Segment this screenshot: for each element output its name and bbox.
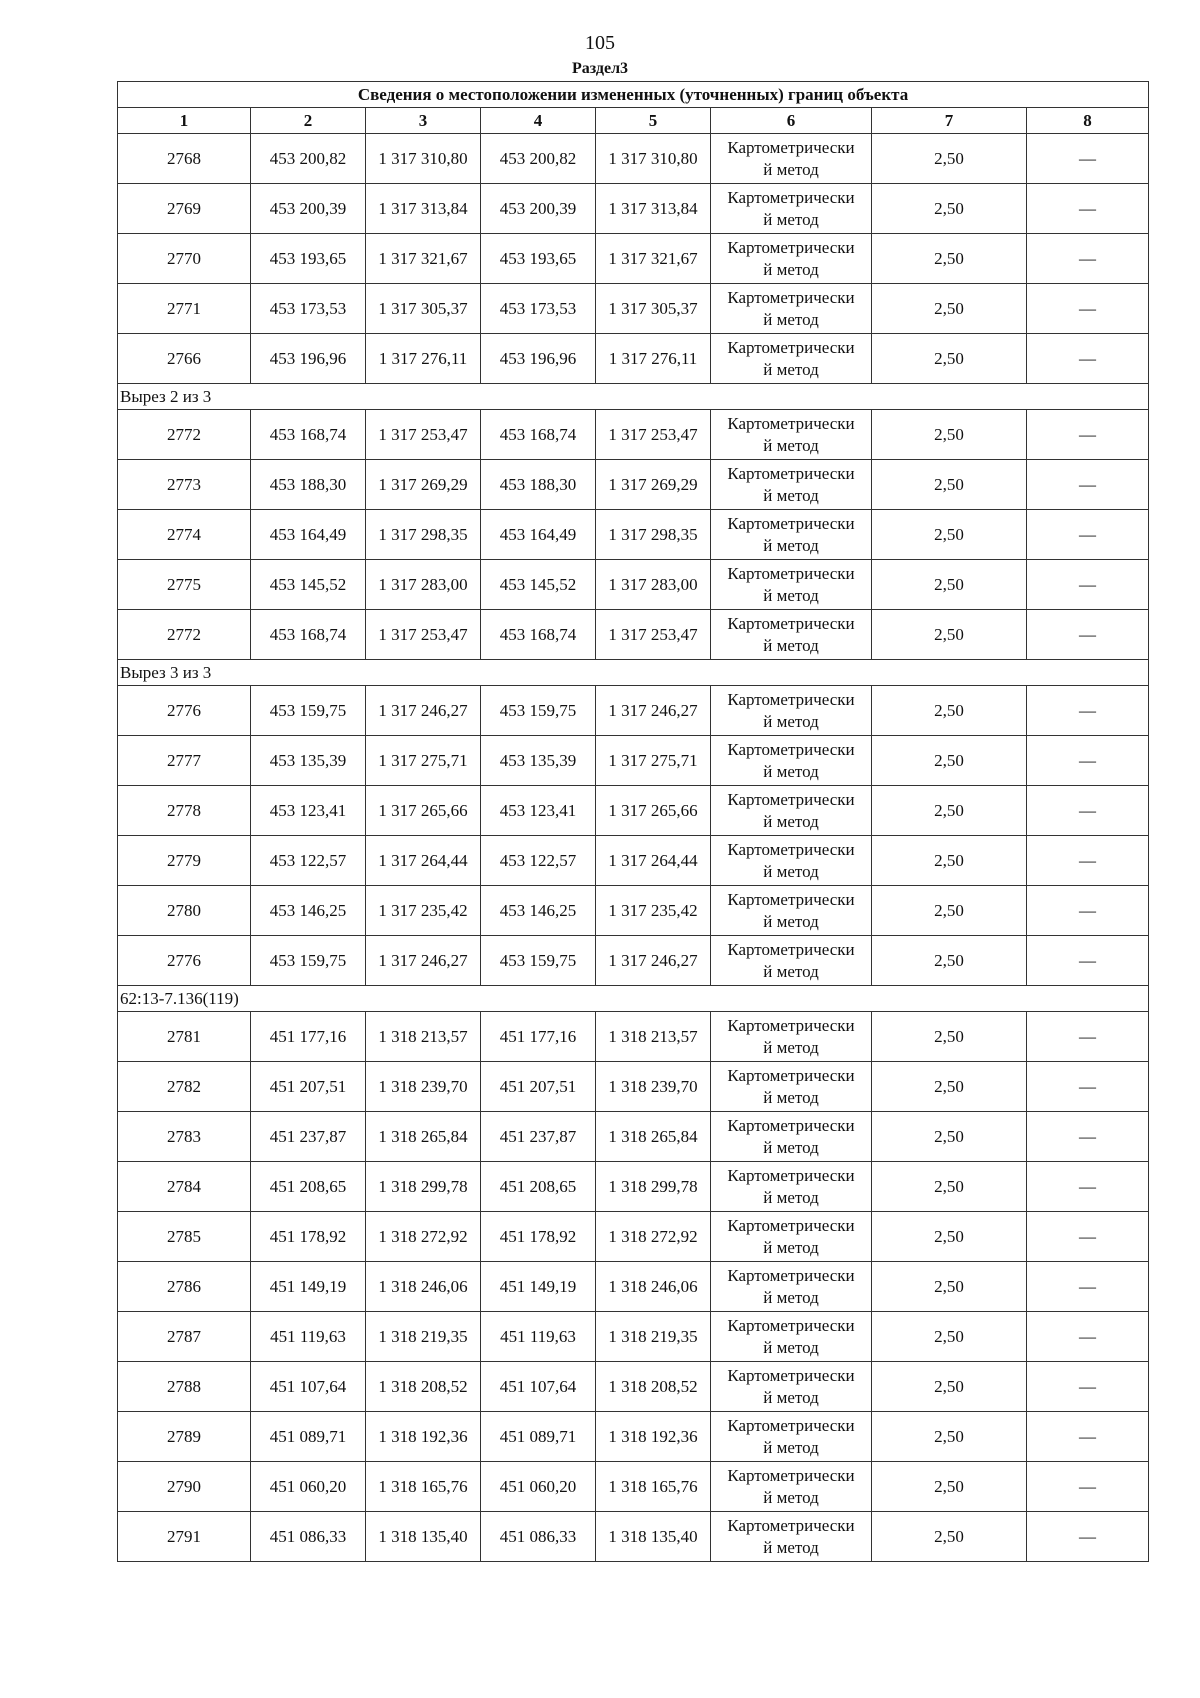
y-new-cell: 1 317 305,37 <box>596 284 711 334</box>
table-row <box>118 1312 1149 1362</box>
y-new-cell: 1 317 269,29 <box>596 460 711 510</box>
y-old-cell: 1 318 239,70 <box>366 1062 481 1112</box>
point-number-cell: 2784 <box>118 1162 251 1212</box>
table-row <box>118 184 1149 234</box>
x-new-cell: 453 200,39 <box>481 184 596 234</box>
table-row <box>118 1512 1149 1562</box>
y-old-cell: 1 317 298,35 <box>366 510 481 560</box>
table-row <box>118 1162 1149 1212</box>
description-cell: — <box>1027 334 1149 384</box>
x-new-cell: 453 173,53 <box>481 284 596 334</box>
x-old-cell: 451 089,71 <box>251 1412 366 1462</box>
x-old-cell: 451 208,65 <box>251 1162 366 1212</box>
y-new-cell: 1 317 283,00 <box>596 560 711 610</box>
y-old-cell: 1 318 165,76 <box>366 1462 481 1512</box>
accuracy-cell: 2,50 <box>872 184 1027 234</box>
accuracy-cell: 2,50 <box>872 1112 1027 1162</box>
accuracy-cell: 2,50 <box>872 1462 1027 1512</box>
point-number-cell: 2780 <box>118 886 251 936</box>
accuracy-cell: 2,50 <box>872 1012 1027 1062</box>
accuracy-cell: 2,50 <box>872 234 1027 284</box>
y-new-cell: 1 318 135,40 <box>596 1512 711 1562</box>
point-number-cell: 2790 <box>118 1462 251 1512</box>
y-old-cell: 1 317 269,29 <box>366 460 481 510</box>
point-number-cell: 2782 <box>118 1062 251 1112</box>
x-new-cell: 453 188,30 <box>481 460 596 510</box>
point-number-cell: 2788 <box>118 1362 251 1412</box>
y-old-cell: 1 318 135,40 <box>366 1512 481 1562</box>
x-new-cell: 453 122,57 <box>481 836 596 886</box>
method-cell: Картометрически й метод <box>711 460 872 510</box>
accuracy-cell: 2,50 <box>872 1312 1027 1362</box>
y-new-cell: 1 318 208,52 <box>596 1362 711 1412</box>
table-row <box>118 886 1149 936</box>
x-new-cell: 453 159,75 <box>481 936 596 986</box>
column-number: 7 <box>872 108 1027 134</box>
y-old-cell: 1 317 305,37 <box>366 284 481 334</box>
y-new-cell: 1 318 246,06 <box>596 1262 711 1312</box>
method-cell: Картометрически й метод <box>711 936 872 986</box>
x-old-cell: 453 200,39 <box>251 184 366 234</box>
y-new-cell: 1 317 313,84 <box>596 184 711 234</box>
point-number-cell: 2775 <box>118 560 251 610</box>
column-number: 8 <box>1027 108 1149 134</box>
description-cell: — <box>1027 234 1149 284</box>
x-new-cell: 453 135,39 <box>481 736 596 786</box>
column-number: 2 <box>251 108 366 134</box>
table-row <box>118 284 1149 334</box>
table-row <box>118 736 1149 786</box>
method-cell: Картометрически й метод <box>711 510 872 560</box>
y-old-cell: 1 317 246,27 <box>366 936 481 986</box>
method-cell: Картометрически й метод <box>711 134 872 184</box>
method-cell: Картометрически й метод <box>711 1312 872 1362</box>
x-old-cell: 451 086,33 <box>251 1512 366 1562</box>
point-number-cell: 2781 <box>118 1012 251 1062</box>
y-old-cell: 1 318 246,06 <box>366 1262 481 1312</box>
description-cell: — <box>1027 284 1149 334</box>
boundary-coordinates-table <box>117 81 1149 1562</box>
accuracy-cell: 2,50 <box>872 1162 1027 1212</box>
y-old-cell: 1 317 235,42 <box>366 886 481 936</box>
table-body <box>118 134 1149 1562</box>
x-new-cell: 453 145,52 <box>481 560 596 610</box>
point-number-cell: 2772 <box>118 610 251 660</box>
accuracy-cell: 2,50 <box>872 786 1027 836</box>
x-new-cell: 451 107,64 <box>481 1362 596 1412</box>
table-row <box>118 1262 1149 1312</box>
x-new-cell: 453 168,74 <box>481 610 596 660</box>
y-old-cell: 1 317 246,27 <box>366 686 481 736</box>
y-old-cell: 1 317 321,67 <box>366 234 481 284</box>
accuracy-cell: 2,50 <box>872 284 1027 334</box>
x-new-cell: 451 207,51 <box>481 1062 596 1112</box>
y-old-cell: 1 318 272,92 <box>366 1212 481 1262</box>
y-old-cell: 1 318 192,36 <box>366 1412 481 1462</box>
group-header-row <box>118 384 1149 410</box>
x-old-cell: 451 060,20 <box>251 1462 366 1512</box>
y-old-cell: 1 317 264,44 <box>366 836 481 886</box>
method-cell: Картометрически й метод <box>711 610 872 660</box>
description-cell: — <box>1027 1012 1149 1062</box>
x-new-cell: 453 196,96 <box>481 334 596 384</box>
point-number-cell: 2774 <box>118 510 251 560</box>
point-number-cell: 2772 <box>118 410 251 460</box>
column-number-row <box>118 108 1149 134</box>
x-new-cell: 451 178,92 <box>481 1212 596 1262</box>
point-number-cell: 2776 <box>118 686 251 736</box>
method-cell: Картометрически й метод <box>711 1162 872 1212</box>
y-old-cell: 1 317 253,47 <box>366 610 481 660</box>
method-cell: Картометрически й метод <box>711 1212 872 1262</box>
accuracy-cell: 2,50 <box>872 410 1027 460</box>
y-new-cell: 1 317 310,80 <box>596 134 711 184</box>
method-cell: Картометрически й метод <box>711 284 872 334</box>
x-new-cell: 453 164,49 <box>481 510 596 560</box>
x-new-cell: 451 237,87 <box>481 1112 596 1162</box>
point-number-cell: 2771 <box>118 284 251 334</box>
x-new-cell: 451 177,16 <box>481 1012 596 1062</box>
description-cell: — <box>1027 686 1149 736</box>
x-old-cell: 451 149,19 <box>251 1262 366 1312</box>
accuracy-cell: 2,50 <box>872 460 1027 510</box>
y-old-cell: 1 317 283,00 <box>366 560 481 610</box>
x-old-cell: 451 237,87 <box>251 1112 366 1162</box>
accuracy-cell: 2,50 <box>872 334 1027 384</box>
table-row <box>118 1012 1149 1062</box>
x-new-cell: 453 159,75 <box>481 686 596 736</box>
x-old-cell: 453 193,65 <box>251 234 366 284</box>
x-old-cell: 453 173,53 <box>251 284 366 334</box>
x-old-cell: 453 200,82 <box>251 134 366 184</box>
y-old-cell: 1 318 299,78 <box>366 1162 481 1212</box>
table-row <box>118 836 1149 886</box>
y-new-cell: 1 317 275,71 <box>596 736 711 786</box>
point-number-cell: 2786 <box>118 1262 251 1312</box>
method-cell: Картометрически й метод <box>711 1412 872 1462</box>
x-old-cell: 453 188,30 <box>251 460 366 510</box>
point-number-cell: 2783 <box>118 1112 251 1162</box>
description-cell: — <box>1027 1462 1149 1512</box>
x-new-cell: 451 089,71 <box>481 1412 596 1462</box>
point-number-cell: 2768 <box>118 134 251 184</box>
y-new-cell: 1 318 165,76 <box>596 1462 711 1512</box>
y-old-cell: 1 318 208,52 <box>366 1362 481 1412</box>
y-new-cell: 1 318 192,36 <box>596 1412 711 1462</box>
x-old-cell: 453 164,49 <box>251 510 366 560</box>
accuracy-cell: 2,50 <box>872 510 1027 560</box>
x-old-cell: 451 207,51 <box>251 1062 366 1112</box>
table-row <box>118 410 1149 460</box>
y-new-cell: 1 317 276,11 <box>596 334 711 384</box>
y-new-cell: 1 318 272,92 <box>596 1212 711 1262</box>
section-title: Раздел3 <box>571 60 629 77</box>
accuracy-cell: 2,50 <box>872 936 1027 986</box>
point-number-cell: 2791 <box>118 1512 251 1562</box>
y-old-cell: 1 318 265,84 <box>366 1112 481 1162</box>
method-cell: Картометрически й метод <box>711 1112 872 1162</box>
group-header-row <box>118 986 1149 1012</box>
method-cell: Картометрически й метод <box>711 1462 872 1512</box>
point-number-cell: 2778 <box>118 786 251 836</box>
y-old-cell: 1 317 313,84 <box>366 184 481 234</box>
x-new-cell: 451 119,63 <box>481 1312 596 1362</box>
x-new-cell: 451 086,33 <box>481 1512 596 1562</box>
description-cell: — <box>1027 786 1149 836</box>
accuracy-cell: 2,50 <box>872 1512 1027 1562</box>
point-number-cell: 2776 <box>118 936 251 986</box>
x-new-cell: 451 208,65 <box>481 1162 596 1212</box>
y-old-cell: 1 318 213,57 <box>366 1012 481 1062</box>
y-old-cell: 1 317 275,71 <box>366 736 481 786</box>
column-number: 4 <box>481 108 596 134</box>
method-cell: Картометрически й метод <box>711 886 872 936</box>
table-row <box>118 560 1149 610</box>
y-new-cell: 1 318 219,35 <box>596 1312 711 1362</box>
description-cell: — <box>1027 1262 1149 1312</box>
x-old-cell: 453 145,52 <box>251 560 366 610</box>
column-number: 5 <box>596 108 711 134</box>
x-new-cell: 451 060,20 <box>481 1462 596 1512</box>
column-number: 6 <box>711 108 872 134</box>
point-number-cell: 2773 <box>118 460 251 510</box>
y-new-cell: 1 317 264,44 <box>596 836 711 886</box>
description-cell: — <box>1027 410 1149 460</box>
method-cell: Картометрически й метод <box>711 334 872 384</box>
accuracy-cell: 2,50 <box>872 134 1027 184</box>
x-old-cell: 451 119,63 <box>251 1312 366 1362</box>
method-cell: Картометрически й метод <box>711 1262 872 1312</box>
point-number-cell: 2787 <box>118 1312 251 1362</box>
y-new-cell: 1 317 265,66 <box>596 786 711 836</box>
y-new-cell: 1 317 321,67 <box>596 234 711 284</box>
column-number: 1 <box>118 108 251 134</box>
method-cell: Картометрически й метод <box>711 1362 872 1412</box>
description-cell: — <box>1027 134 1149 184</box>
description-cell: — <box>1027 1312 1149 1362</box>
group-header-row <box>118 660 1149 686</box>
accuracy-cell: 2,50 <box>872 1412 1027 1462</box>
x-old-cell: 453 168,74 <box>251 410 366 460</box>
x-old-cell: 453 196,96 <box>251 334 366 384</box>
table-row <box>118 460 1149 510</box>
table-row <box>118 1412 1149 1462</box>
description-cell: — <box>1027 1412 1149 1462</box>
method-cell: Картометрически й метод <box>711 1012 872 1062</box>
description-cell: — <box>1027 184 1149 234</box>
x-old-cell: 453 122,57 <box>251 836 366 886</box>
accuracy-cell: 2,50 <box>872 560 1027 610</box>
point-number-cell: 2789 <box>118 1412 251 1462</box>
group-label: Вырез 3 из 3 <box>118 660 1149 686</box>
y-old-cell: 1 317 310,80 <box>366 134 481 184</box>
x-old-cell: 451 107,64 <box>251 1362 366 1412</box>
y-new-cell: 1 317 246,27 <box>596 686 711 736</box>
description-cell: — <box>1027 460 1149 510</box>
description-cell: — <box>1027 1162 1149 1212</box>
y-old-cell: 1 317 265,66 <box>366 786 481 836</box>
method-cell: Картометрически й метод <box>711 836 872 886</box>
point-number-cell: 2777 <box>118 736 251 786</box>
description-cell: — <box>1027 610 1149 660</box>
method-cell: Картометрически й метод <box>711 184 872 234</box>
y-new-cell: 1 317 298,35 <box>596 510 711 560</box>
x-new-cell: 451 149,19 <box>481 1262 596 1312</box>
x-new-cell: 453 168,74 <box>481 410 596 460</box>
accuracy-cell: 2,50 <box>872 736 1027 786</box>
table-title: Сведения о местоположении измененных (уточненных) границ объекта <box>118 82 1149 108</box>
description-cell: — <box>1027 1512 1149 1562</box>
y-old-cell: 1 317 276,11 <box>366 334 481 384</box>
description-cell: — <box>1027 560 1149 610</box>
table-row <box>118 134 1149 184</box>
description-cell: — <box>1027 1062 1149 1112</box>
group-label: Вырез 2 из 3 <box>118 384 1149 410</box>
x-old-cell: 453 146,25 <box>251 886 366 936</box>
x-old-cell: 453 123,41 <box>251 786 366 836</box>
table-row <box>118 1112 1149 1162</box>
y-new-cell: 1 318 299,78 <box>596 1162 711 1212</box>
method-cell: Картометрически й метод <box>711 1512 872 1562</box>
x-old-cell: 451 178,92 <box>251 1212 366 1262</box>
table-row <box>118 1062 1149 1112</box>
x-old-cell: 453 159,75 <box>251 936 366 986</box>
table-row <box>118 334 1149 384</box>
x-new-cell: 453 193,65 <box>481 234 596 284</box>
page-number: 105 <box>585 32 615 54</box>
method-cell: Картометрически й метод <box>711 410 872 460</box>
y-new-cell: 1 317 253,47 <box>596 410 711 460</box>
y-new-cell: 1 318 239,70 <box>596 1062 711 1112</box>
y-new-cell: 1 317 246,27 <box>596 936 711 986</box>
description-cell: — <box>1027 836 1149 886</box>
y-new-cell: 1 317 253,47 <box>596 610 711 660</box>
method-cell: Картометрически й метод <box>711 560 872 610</box>
method-cell: Картометрически й метод <box>711 1062 872 1112</box>
method-cell: Картометрически й метод <box>711 234 872 284</box>
accuracy-cell: 2,50 <box>872 1362 1027 1412</box>
y-old-cell: 1 317 253,47 <box>366 410 481 460</box>
x-new-cell: 453 200,82 <box>481 134 596 184</box>
accuracy-cell: 2,50 <box>872 1212 1027 1262</box>
table-row <box>118 786 1149 836</box>
description-cell: — <box>1027 1112 1149 1162</box>
point-number-cell: 2769 <box>118 184 251 234</box>
description-cell: — <box>1027 510 1149 560</box>
table-row <box>118 234 1149 284</box>
point-number-cell: 2770 <box>118 234 251 284</box>
accuracy-cell: 2,50 <box>872 836 1027 886</box>
accuracy-cell: 2,50 <box>872 1062 1027 1112</box>
description-cell: — <box>1027 1212 1149 1262</box>
group-label: 62:13-7.136(119) <box>118 986 1149 1012</box>
description-cell: — <box>1027 736 1149 786</box>
description-cell: — <box>1027 936 1149 986</box>
point-number-cell: 2785 <box>118 1212 251 1262</box>
x-old-cell: 453 159,75 <box>251 686 366 736</box>
method-cell: Картометрически й метод <box>711 786 872 836</box>
x-old-cell: 451 177,16 <box>251 1012 366 1062</box>
y-new-cell: 1 317 235,42 <box>596 886 711 936</box>
x-old-cell: 453 135,39 <box>251 736 366 786</box>
table-row <box>118 1462 1149 1512</box>
x-new-cell: 453 146,25 <box>481 886 596 936</box>
accuracy-cell: 2,50 <box>872 886 1027 936</box>
table-row <box>118 1212 1149 1262</box>
point-number-cell: 2779 <box>118 836 251 886</box>
method-cell: Картометрически й метод <box>711 736 872 786</box>
method-cell: Картометрически й метод <box>711 686 872 736</box>
y-new-cell: 1 318 213,57 <box>596 1012 711 1062</box>
table-row <box>118 936 1149 986</box>
x-old-cell: 453 168,74 <box>251 610 366 660</box>
x-new-cell: 453 123,41 <box>481 786 596 836</box>
table-row <box>118 686 1149 736</box>
description-cell: — <box>1027 886 1149 936</box>
point-number-cell: 2766 <box>118 334 251 384</box>
description-cell: — <box>1027 1362 1149 1412</box>
y-old-cell: 1 318 219,35 <box>366 1312 481 1362</box>
accuracy-cell: 2,50 <box>872 610 1027 660</box>
accuracy-cell: 2,50 <box>872 686 1027 736</box>
table-row <box>118 1362 1149 1412</box>
table-row <box>118 510 1149 560</box>
y-new-cell: 1 318 265,84 <box>596 1112 711 1162</box>
column-number: 3 <box>366 108 481 134</box>
accuracy-cell: 2,50 <box>872 1262 1027 1312</box>
table-row <box>118 610 1149 660</box>
